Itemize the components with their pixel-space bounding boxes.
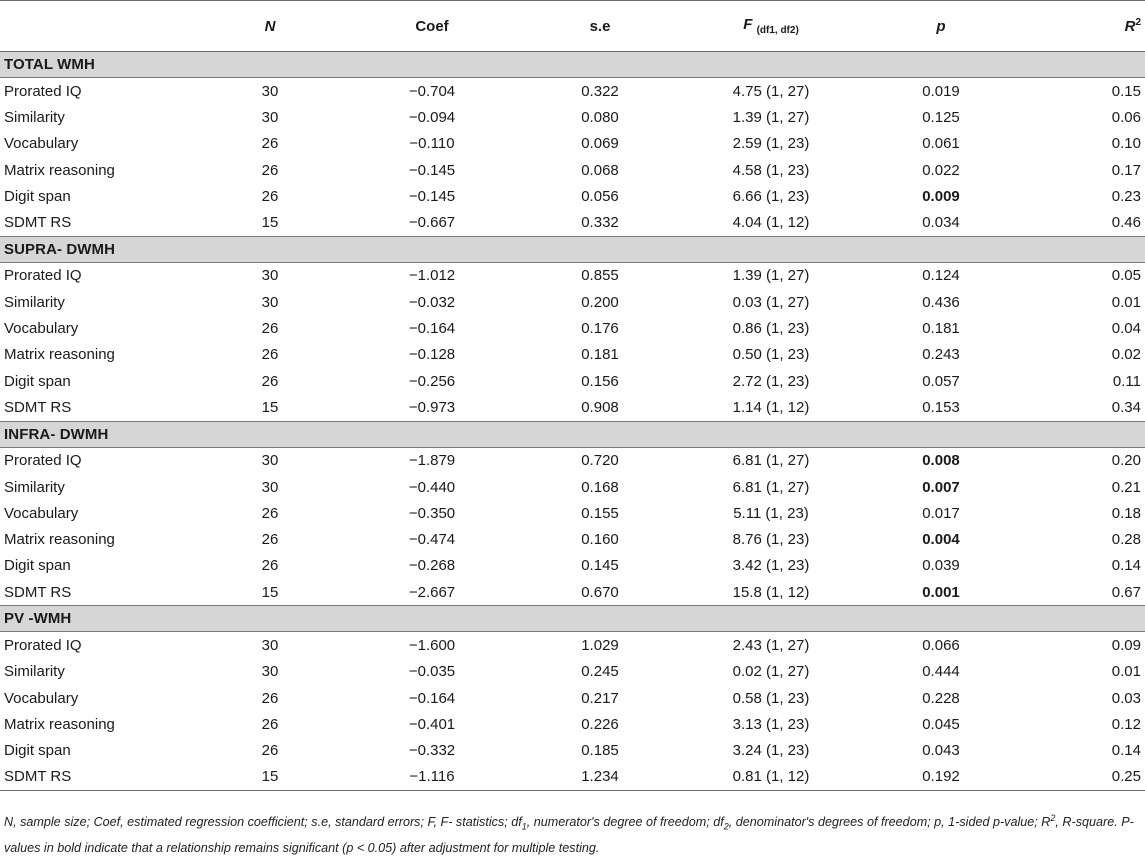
header-f: F $_{(df1, df2)}$ bbox=[686, 1, 856, 52]
cell-r2: 0.14 bbox=[1111, 557, 1141, 575]
table-row bbox=[0, 131, 1145, 157]
row-label: Prorated IQ bbox=[4, 636, 82, 654]
cell-coef: −0.401 bbox=[408, 715, 456, 733]
cell-f: 2.59 (1, 23) bbox=[732, 135, 810, 153]
cell-se: 0.670 bbox=[581, 583, 619, 601]
cell-r2: 0.20 bbox=[1111, 452, 1141, 470]
cell-se: 0.155 bbox=[581, 504, 619, 522]
cell-se: 0.068 bbox=[581, 161, 619, 179]
cell-r2: 0.11 bbox=[1112, 372, 1141, 390]
cell-f: 0.03 (1, 27) bbox=[732, 293, 810, 311]
cell-r2: 0.21 bbox=[1111, 478, 1141, 496]
cell-f: 1.39 (1, 27) bbox=[732, 267, 810, 285]
cell-r2: 0.01 bbox=[1111, 293, 1141, 311]
cell-p: 0.444 bbox=[922, 663, 960, 681]
cell-n: 30 bbox=[261, 478, 279, 496]
cell-coef: −0.667 bbox=[408, 214, 456, 232]
cell-r2: 0.17 bbox=[1111, 161, 1141, 179]
cell-p: 0.125 bbox=[922, 108, 960, 126]
row-label: Matrix reasoning bbox=[4, 346, 115, 364]
header-label-column bbox=[0, 1, 190, 52]
row-label: Similarity bbox=[4, 293, 65, 311]
cell-p: 0.009 bbox=[922, 187, 960, 205]
row-label: Digit span bbox=[4, 372, 71, 390]
cell-f: 6.66 (1, 23) bbox=[732, 187, 810, 205]
cell-p: 0.192 bbox=[856, 764, 1026, 791]
cell-se: 0.720 bbox=[581, 452, 619, 470]
cell-p: 0.043 bbox=[922, 742, 960, 760]
cell-n: 15 bbox=[261, 398, 279, 416]
cell-p: 0.228 bbox=[922, 689, 960, 707]
row-label: Vocabulary bbox=[4, 689, 79, 707]
table-row bbox=[0, 474, 1145, 500]
cell-se: 0.056 bbox=[581, 187, 619, 205]
table-body bbox=[0, 52, 1145, 791]
cell-p: 0.022 bbox=[922, 161, 960, 179]
cell-n: 26 bbox=[261, 689, 279, 707]
cell-coef: −0.164 bbox=[408, 320, 456, 338]
cell-se: 0.200 bbox=[581, 293, 619, 311]
cell-coef: −0.110 bbox=[409, 135, 455, 153]
row-label: Prorated IQ bbox=[4, 267, 82, 285]
cell-n: 26 bbox=[261, 715, 279, 733]
cell-f: 6.81 (1, 27) bbox=[732, 478, 810, 496]
cell-se: 0.226 bbox=[581, 715, 619, 733]
cell-p: 0.045 bbox=[922, 715, 960, 733]
row-label: Vocabulary bbox=[4, 504, 79, 522]
cell-r2: 0.01 bbox=[1111, 663, 1141, 681]
table-row bbox=[0, 157, 1145, 183]
cell-se: 0.322 bbox=[581, 82, 619, 100]
table-footnote: N, sample size; Coef, estimated regression coefficient; s.e, standard errors; F, F- statistics; $df_1$, numerator's degree of freedom; $df_2$, denominator's degrees of freedom; p, 1-sided p-value; $R^2$, R-square. P-values in bold indicate that a relationship remains significant (p < 0.05) after adjustment for multiple testing. bbox=[4, 813, 1134, 855]
table-row bbox=[0, 711, 1145, 737]
cell-p: 0.153 bbox=[922, 398, 960, 416]
cell-se: 0.332 bbox=[581, 214, 619, 232]
cell-p: 0.004 bbox=[922, 531, 960, 549]
cell-f: 0.50 (1, 23) bbox=[732, 346, 810, 364]
cell-f: 1.14 (1, 12) bbox=[732, 398, 810, 416]
cell-n: 26 bbox=[261, 531, 279, 549]
cell-r2: 0.02 bbox=[1111, 346, 1141, 364]
table-row bbox=[0, 553, 1145, 579]
section-title: INFRA- DWMH bbox=[0, 421, 1145, 447]
cell-coef: −0.332 bbox=[408, 742, 456, 760]
cell-n: 26 bbox=[261, 135, 279, 153]
cell-coef: −0.440 bbox=[408, 478, 456, 496]
cell-f: 2.72 (1, 23) bbox=[732, 372, 810, 390]
cell-n: 30 bbox=[261, 663, 279, 681]
row-label: Prorated IQ bbox=[4, 82, 82, 100]
table-row bbox=[0, 738, 1145, 764]
cell-se: 1.234 bbox=[514, 764, 686, 791]
cell-n: 30 bbox=[261, 108, 279, 126]
cell-coef: −0.164 bbox=[408, 689, 456, 707]
cell-n: 26 bbox=[261, 187, 279, 205]
table-row bbox=[0, 342, 1145, 368]
cell-coef: −0.268 bbox=[408, 557, 456, 575]
table-row bbox=[0, 183, 1145, 209]
cell-coef: −1.116 bbox=[350, 764, 514, 791]
cell-coef: −0.704 bbox=[408, 82, 456, 100]
cell-f: 0.58 (1, 23) bbox=[732, 689, 810, 707]
table-row bbox=[0, 500, 1145, 526]
cell-n: 30 bbox=[261, 636, 279, 654]
cell-p: 0.181 bbox=[922, 320, 960, 338]
cell-p: 0.001 bbox=[922, 583, 960, 601]
cell-coef: −1.600 bbox=[408, 636, 456, 654]
table-row bbox=[0, 685, 1145, 711]
cell-n: 30 bbox=[261, 452, 279, 470]
cell-coef: −0.145 bbox=[408, 187, 456, 205]
cell-n: 15 bbox=[261, 214, 279, 232]
cell-n: 26 bbox=[261, 320, 279, 338]
row-label: Matrix reasoning bbox=[4, 715, 115, 733]
cell-r2: 0.34 bbox=[1111, 398, 1141, 416]
cell-r2: 0.46 bbox=[1111, 214, 1141, 232]
table-row bbox=[0, 394, 1145, 421]
cell-r2: 0.10 bbox=[1111, 135, 1141, 153]
table-row bbox=[0, 104, 1145, 130]
cell-se: 0.181 bbox=[581, 346, 619, 364]
cell-p: 0.019 bbox=[922, 82, 960, 100]
header-p: p bbox=[856, 1, 1026, 52]
cell-se: 0.080 bbox=[581, 108, 619, 126]
cell-coef: −0.128 bbox=[408, 346, 456, 364]
header-r2: $R^2$ bbox=[1026, 1, 1145, 52]
cell-f: 0.02 (1, 27) bbox=[732, 663, 810, 681]
cell-r2: 0.09 bbox=[1111, 636, 1141, 654]
cell-f: 5.11 (1, 23) bbox=[733, 504, 809, 522]
cell-f: 15.8 (1, 12) bbox=[732, 583, 810, 601]
cell-coef: −0.145 bbox=[408, 161, 456, 179]
cell-r2: 0.04 bbox=[1111, 320, 1141, 338]
row-label: Vocabulary bbox=[4, 320, 79, 338]
section-row bbox=[0, 421, 1145, 447]
cell-p: 0.124 bbox=[922, 267, 960, 285]
table-row bbox=[0, 289, 1145, 315]
row-label: Vocabulary bbox=[4, 135, 79, 153]
section-row bbox=[0, 52, 1145, 78]
cell-p: 0.017 bbox=[922, 504, 960, 522]
cell-f: 8.76 (1, 23) bbox=[732, 531, 810, 549]
cell-p: 0.057 bbox=[922, 372, 960, 390]
cell-r2: 0.12 bbox=[1111, 715, 1141, 733]
table-row bbox=[0, 368, 1145, 394]
table-row bbox=[0, 632, 1145, 659]
cell-se: 1.029 bbox=[581, 636, 619, 654]
row-label: SDMT RS bbox=[4, 583, 72, 601]
table-row bbox=[0, 764, 1145, 791]
cell-p: 0.243 bbox=[922, 346, 960, 364]
header-se: s.e bbox=[514, 1, 686, 52]
cell-se: 0.168 bbox=[581, 478, 619, 496]
row-label: Similarity bbox=[4, 478, 65, 496]
cell-n: 15 bbox=[261, 583, 279, 601]
cell-f: 0.81 (1, 12) bbox=[686, 764, 856, 791]
cell-f: 4.75 (1, 27) bbox=[732, 82, 810, 100]
cell-r2: 0.28 bbox=[1111, 531, 1141, 549]
table-row bbox=[0, 262, 1145, 289]
header-row bbox=[0, 1, 1145, 52]
cell-se: 0.176 bbox=[581, 320, 619, 338]
cell-f: 6.81 (1, 27) bbox=[732, 452, 810, 470]
cell-se: 0.145 bbox=[581, 557, 619, 575]
cell-se: 0.160 bbox=[581, 531, 619, 549]
row-label: Digit span bbox=[4, 742, 71, 760]
cell-f: 3.42 (1, 23) bbox=[732, 557, 810, 575]
cell-se: 0.185 bbox=[581, 742, 619, 760]
header-coef: Coef bbox=[350, 1, 514, 52]
cell-p: 0.034 bbox=[922, 214, 960, 232]
row-label: Matrix reasoning bbox=[4, 161, 115, 179]
cell-coef: −0.035 bbox=[408, 663, 456, 681]
cell-n: 30 bbox=[261, 267, 279, 285]
cell-r2: 0.03 bbox=[1111, 689, 1141, 707]
cell-se: 0.217 bbox=[581, 689, 619, 707]
cell-n: 26 bbox=[261, 346, 279, 364]
cell-p: 0.066 bbox=[922, 636, 960, 654]
cell-se: 0.855 bbox=[581, 267, 619, 285]
section-row bbox=[0, 606, 1145, 632]
table-row bbox=[0, 526, 1145, 552]
row-label: SDMT RS bbox=[4, 214, 72, 232]
section-row bbox=[0, 236, 1145, 262]
cell-n: 26 bbox=[261, 742, 279, 760]
cell-r2: 0.05 bbox=[1111, 267, 1141, 285]
cell-se: 0.245 bbox=[581, 663, 619, 681]
cell-coef: −0.256 bbox=[408, 372, 456, 390]
row-label: SDMT RS bbox=[0, 764, 190, 791]
cell-n: 26 bbox=[261, 504, 279, 522]
table-row bbox=[0, 78, 1145, 105]
cell-r2: 0.15 bbox=[1111, 82, 1141, 100]
cell-f: 4.58 (1, 23) bbox=[732, 161, 810, 179]
cell-n: 26 bbox=[261, 372, 279, 390]
cell-f: 3.24 (1, 23) bbox=[732, 742, 810, 760]
cell-p: 0.039 bbox=[922, 557, 960, 575]
cell-r2: 0.67 bbox=[1111, 583, 1141, 601]
table-row bbox=[0, 315, 1145, 341]
cell-coef: −0.350 bbox=[408, 504, 456, 522]
section-title: TOTAL WMH bbox=[0, 52, 1145, 78]
table-header bbox=[0, 1, 1145, 52]
row-label: Matrix reasoning bbox=[4, 531, 115, 549]
cell-coef: −2.667 bbox=[408, 583, 456, 601]
row-label: Digit span bbox=[4, 557, 71, 575]
cell-coef: −0.032 bbox=[408, 293, 456, 311]
header-n: N bbox=[190, 1, 350, 52]
cell-n: 30 bbox=[261, 293, 279, 311]
cell-n: 26 bbox=[261, 557, 279, 575]
cell-se: 0.069 bbox=[581, 135, 619, 153]
table-row bbox=[0, 209, 1145, 236]
row-label: Similarity bbox=[4, 663, 65, 681]
cell-f: 2.43 (1, 27) bbox=[732, 636, 810, 654]
cell-se: 0.156 bbox=[581, 372, 619, 390]
cell-r2: 0.14 bbox=[1111, 742, 1141, 760]
section-title: SUPRA- DWMH bbox=[0, 236, 1145, 262]
cell-coef: −1.012 bbox=[408, 267, 456, 285]
section-title: PV -WMH bbox=[0, 606, 1145, 632]
table-row bbox=[0, 659, 1145, 685]
row-label: Similarity bbox=[4, 108, 65, 126]
cell-coef: −1.879 bbox=[408, 452, 456, 470]
row-label: SDMT RS bbox=[4, 398, 72, 416]
cell-n: 26 bbox=[261, 161, 279, 179]
cell-coef: −0.094 bbox=[408, 108, 456, 126]
cell-p: 0.061 bbox=[922, 135, 960, 153]
table-row bbox=[0, 447, 1145, 474]
table-row bbox=[0, 579, 1145, 606]
cell-n: 15 bbox=[190, 764, 350, 791]
cell-r2: 0.23 bbox=[1111, 187, 1141, 205]
cell-se: 0.908 bbox=[581, 398, 619, 416]
cell-p: 0.436 bbox=[922, 293, 960, 311]
row-label: Digit span bbox=[4, 187, 71, 205]
cell-r2: 0.18 bbox=[1111, 504, 1141, 522]
cell-n: 30 bbox=[261, 82, 279, 100]
cell-f: 0.86 (1, 23) bbox=[732, 320, 810, 338]
cell-p: 0.008 bbox=[922, 452, 960, 470]
cell-coef: −0.474 bbox=[408, 531, 456, 549]
cell-p: 0.007 bbox=[922, 478, 960, 496]
cell-r2: 0.25 bbox=[1026, 764, 1145, 791]
cell-f: 1.39 (1, 27) bbox=[732, 108, 810, 126]
cell-f: 3.13 (1, 23) bbox=[732, 715, 810, 733]
cell-f: 4.04 (1, 12) bbox=[732, 214, 810, 232]
row-label: Prorated IQ bbox=[4, 452, 82, 470]
cell-r2: 0.06 bbox=[1111, 108, 1141, 126]
cell-coef: −0.973 bbox=[408, 398, 456, 416]
